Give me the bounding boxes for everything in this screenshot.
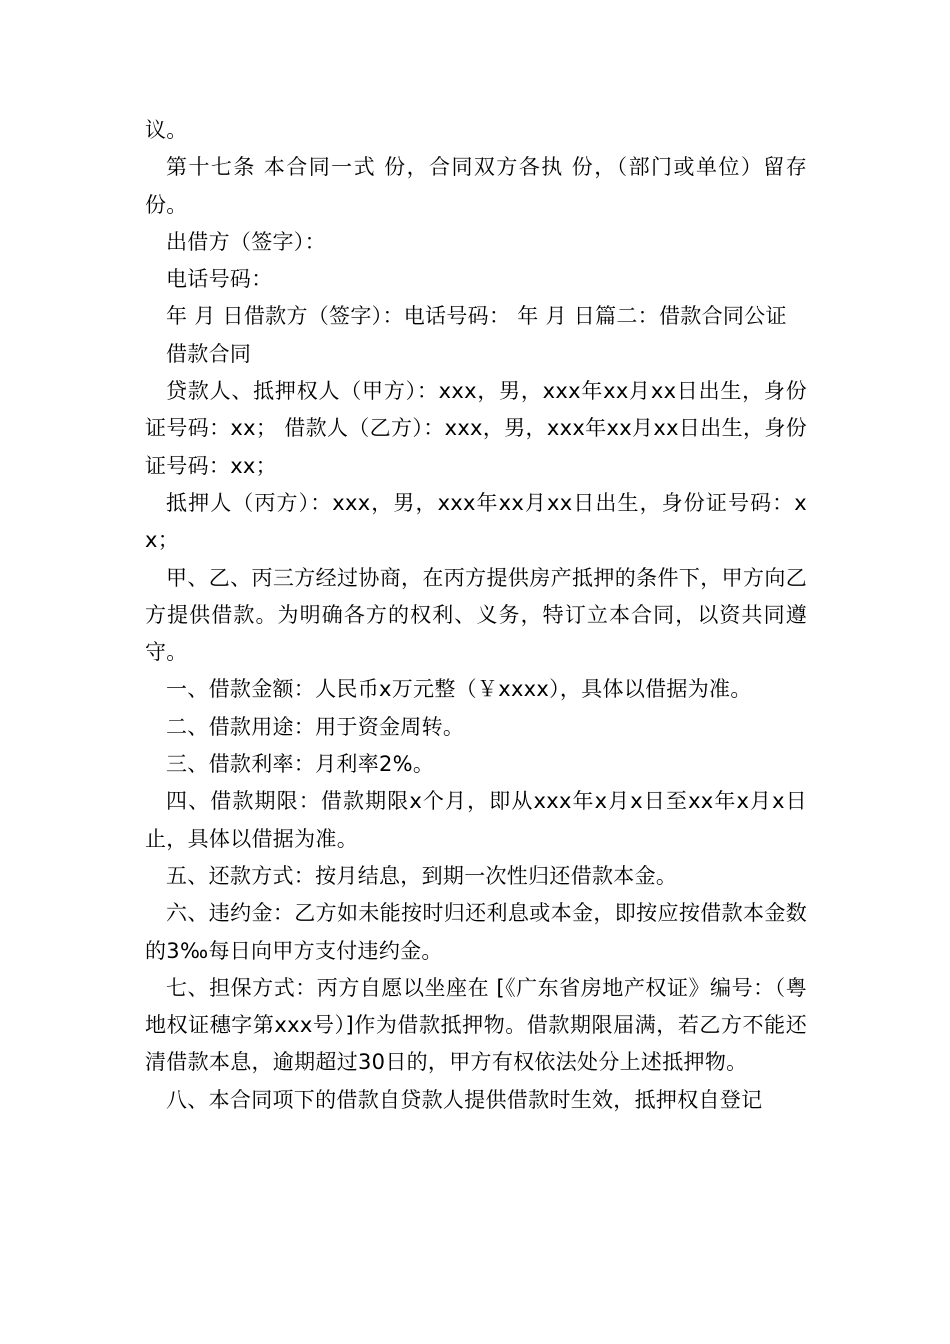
paragraph-loan-term: 四、借款期限：借款期限x个月，即从xxx年x月x日至xx年x月x日止，具体以借据为准。 (145, 789, 807, 851)
paragraph-party-c: 抵押人（丙方）：xxx，男，xxx年xx月xx日出生，身份证号码：xx； (145, 490, 807, 553)
paragraph-loan-purpose: 二、借款用途：用于资金周转。 (166, 714, 465, 739)
document-page (145, 112, 807, 1119)
paragraph-penalty: 六、违约金：乙方如未能按时归还利息或本金，即按应按借款本金数的3‰每日向甲方支付违约金。 (145, 901, 807, 963)
paragraph-lender-signature: 出借方（签字）： (166, 229, 326, 254)
paragraph-contract-heading: 借款合同 (166, 341, 252, 366)
paragraph-effectiveness: 八、本合同项下的借款自贷款人提供借款时生效，抵押权自登记 (166, 1087, 763, 1112)
paragraph-guarantee: 七、担保方式：丙方自愿以坐座在 [《广东省房地产权证》编号：（粤地权证穗字第xxx号）]作为借款抵押物。借款期限届满，若乙方不能还清借款本息，逾期超过30日的，甲方有权依法处分上述抵押物。 (145, 975, 807, 1075)
paragraph-preamble: 甲、乙、丙三方经过协商，在丙方提供房产抵押的条件下，甲方向乙方提供借款。为明确各方的权利、义务，特订立本合同，以资共同遵守。 (145, 565, 807, 665)
paragraph-continuation: 议。 (145, 118, 188, 142)
paragraph-parties-a-b: 贷款人、抵押权人（甲方）：xxx，男，xxx年xx月xx日出生，身份证号码：xx； 借款人（乙方）：xxx，男，xxx年xx月xx日出生，身份证号码：xx； (145, 379, 807, 478)
paragraph-lender-phone: 电话号码： (166, 267, 273, 292)
paragraph-interest-rate: 三、借款利率：月利率2%。 (166, 752, 435, 777)
paragraph-article-17: 第十七条 本合同一式 份，合同双方各执 份，（部门或单位）留存 份。 (145, 155, 807, 217)
paragraph-repayment: 五、还款方式：按月结息，到期一次性归还借款本金。 (166, 863, 678, 888)
paragraph-borrower-signature: 年 月 日借款方（签字）：电话号码： 年 月 日篇二：借款合同公证 (166, 304, 787, 329)
paragraph-loan-amount: 一、借款金额：人民币x万元整（￥xxxx），具体以借据为准。 (166, 677, 752, 702)
